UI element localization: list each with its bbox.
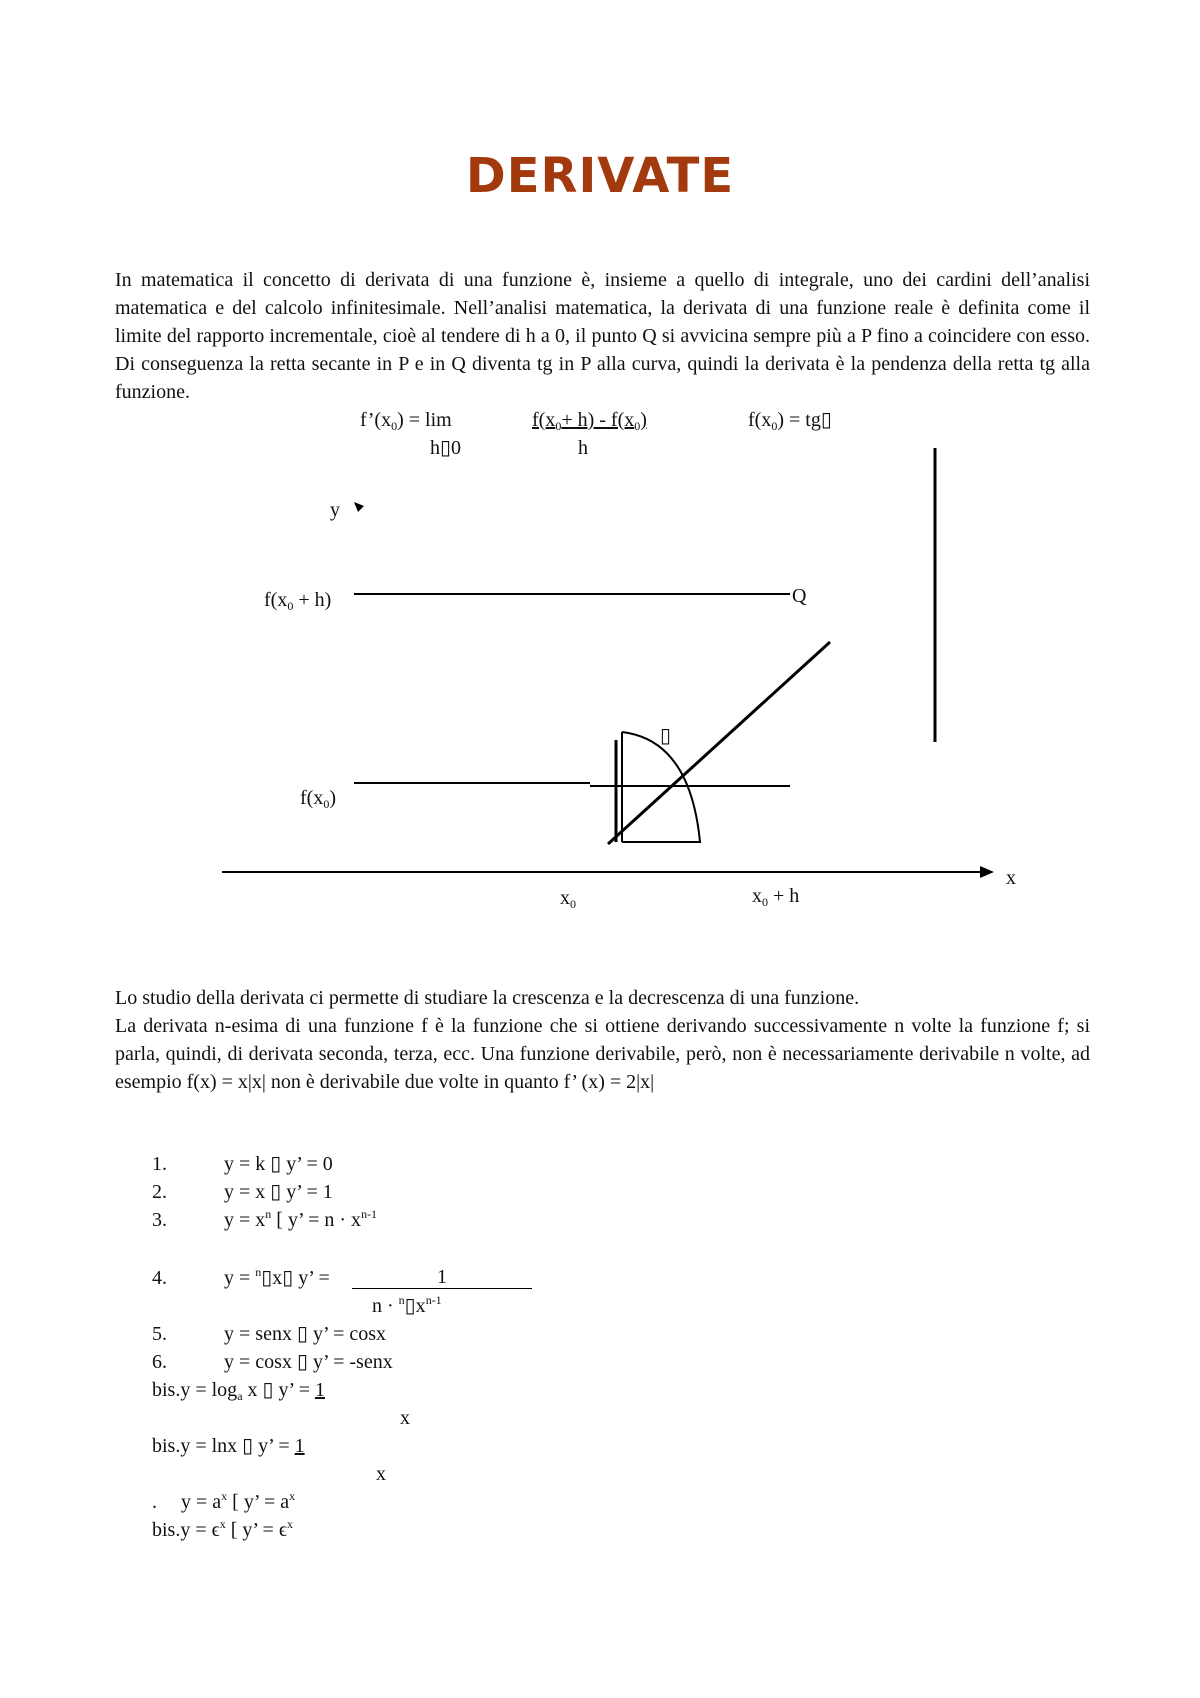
rule-4-numerator: 1	[352, 1266, 532, 1289]
rule-7-sub: a	[237, 1389, 243, 1403]
fx0h-b: + h)	[293, 589, 332, 611]
num-part-a: f(x	[532, 409, 556, 431]
rule-8-numerator: 1	[294, 1435, 305, 1457]
rule-5-text: y = senx ▯ y’ = cosx	[224, 1323, 387, 1345]
num-sub-1: 0	[555, 419, 562, 433]
fx0-b: )	[329, 787, 336, 809]
study-paragraph	[115, 984, 1090, 1096]
y-axis-label: y	[330, 499, 340, 521]
fx0-sub: 0	[323, 797, 330, 811]
tg-part-b: ) = tg▯	[777, 409, 832, 431]
rule-2-text: y = x ▯ y’ = 1	[224, 1181, 333, 1203]
x0h-sub: 0	[762, 895, 768, 909]
rule-8-a: bis.y = lnx ▯ y’ =	[152, 1435, 295, 1457]
x0h-b: + h	[768, 885, 800, 907]
x0-a: x	[560, 887, 570, 909]
formula-lim: ) = lim	[397, 409, 452, 431]
rule-1-num: 1.	[152, 1153, 167, 1175]
fx0h-a: f(x	[264, 589, 288, 611]
intro-text: In matematica il concetto di derivata di una funzione è, insieme a quello di integrale, uno dei cardini dell’analisi matematica e del calcolo infinitesimale. Nell’analisi matematica, la derivata di una funzione reale è definita come il limite del rapporto incrementale, cioè al tendere di h a 0, il punto Q si avvicina sempre più a P fino a coincidere con esso. Di conseguenza la retta secante in P e in Q diventa tg in P alla curva, quindi la derivata è la pendenza della retta tg alla funzione.	[115, 269, 1090, 403]
rule-9-b: [ y’ = a	[227, 1491, 290, 1513]
rule-10-sup2: x	[286, 1517, 293, 1531]
limit-subscript: h▯0	[430, 437, 462, 459]
rule-9-dot: .	[152, 1491, 157, 1513]
secant-line	[608, 642, 830, 844]
rule-5-num: 5.	[152, 1323, 167, 1345]
rule-2-num: 2.	[152, 1181, 167, 1203]
rule-4-num: 4.	[152, 1267, 167, 1289]
rule-4-den-sup: n	[398, 1293, 405, 1307]
rule-4-text	[224, 1266, 330, 1290]
rule-8	[152, 1434, 305, 1458]
rule-3-sup1: n	[265, 1207, 272, 1221]
rule-8-denominator: x	[376, 1463, 386, 1485]
page-title: DERIVATE	[465, 148, 735, 204]
num-part-b: + h) - f(x	[561, 409, 635, 431]
rule-3-num: 3.	[152, 1209, 167, 1231]
rule-4-den-a: n ·	[372, 1295, 399, 1317]
fx0h-sub: 0	[287, 599, 294, 613]
rule-10-b: [ y’ = ϵ	[225, 1519, 287, 1541]
rule-4-a: y =	[224, 1267, 256, 1289]
rule-10-sup1: x	[219, 1517, 226, 1531]
formula-lhs-sub: 0	[391, 419, 398, 433]
tg-sub: 0	[771, 419, 778, 433]
rule-3-sup2: n-1	[361, 1207, 378, 1221]
x-axis-label: x	[1006, 867, 1016, 889]
rule-4-denominator	[372, 1294, 442, 1318]
rule-7-a: bis.y = log	[152, 1379, 238, 1401]
angle-symbol: ▯	[660, 725, 672, 747]
point-q-label: Q	[792, 585, 807, 607]
rule-4-den-sup2: n-1	[425, 1293, 442, 1307]
rule-9	[152, 1490, 295, 1514]
x0h-tick-label	[752, 884, 799, 908]
x0-sub: 0	[570, 897, 576, 911]
rule-7-numerator: 1	[314, 1379, 325, 1401]
formula-lhs: f’(x	[360, 409, 392, 431]
x0h-a: x	[752, 885, 762, 907]
rule-3-text	[224, 1208, 377, 1232]
study-line-2: La derivata n-esima di una funzione f è la funzione che si ottiene derivando successivamente n volte la funzione f; si parla, quindi, di derivata seconda, terza, ecc. Una funzione derivabile, però, non è necessariamente derivabile n volte, ad esempio f(x) = x|x| non è derivabile due volte in quanto f’ (x) = 2|x|	[115, 1015, 1090, 1093]
tg-part-a: f(x	[748, 409, 772, 431]
fx0h-label	[264, 588, 331, 612]
rule-10	[152, 1518, 293, 1542]
num-sub-2: 0	[634, 419, 641, 433]
x0-tick-label	[560, 886, 576, 910]
rule-7-b: x ▯ y’ =	[242, 1379, 315, 1401]
rule-6-text: y = cosx ▯ y’ = -senx	[224, 1351, 393, 1373]
rule-3-a: y = x	[224, 1209, 266, 1231]
rule-9-sup1: x	[221, 1489, 228, 1503]
y-axis-arrow	[354, 502, 364, 512]
rule-10-a: bis.y = ϵ	[152, 1519, 220, 1541]
rule-6-num: 6.	[152, 1351, 167, 1373]
fx0-a: f(x	[300, 787, 324, 809]
rule-4-den-b: ▯x	[404, 1295, 426, 1317]
incremental-ratio-denominator: h	[578, 437, 588, 459]
x-axis-arrow	[980, 866, 994, 878]
fx0-label	[300, 786, 336, 810]
num-part-c: )	[640, 409, 647, 431]
rule-4-sup-n: n	[255, 1265, 262, 1279]
rule-9-a: y = a	[181, 1491, 222, 1513]
rule-7-denominator: x	[400, 1407, 410, 1429]
rule-9-sup2: x	[289, 1489, 296, 1503]
rule-7	[152, 1378, 325, 1402]
study-line-1: Lo studio della derivata ci permette di studiare la crescenza e la decrescenza di una funzione.	[115, 987, 860, 1009]
rule-3-b: [ y’ = n · x	[271, 1209, 362, 1231]
rule-4-b: ▯x▯ y’ =	[261, 1267, 330, 1289]
rule-1-text: y = k ▯ y’ = 0	[224, 1153, 333, 1175]
